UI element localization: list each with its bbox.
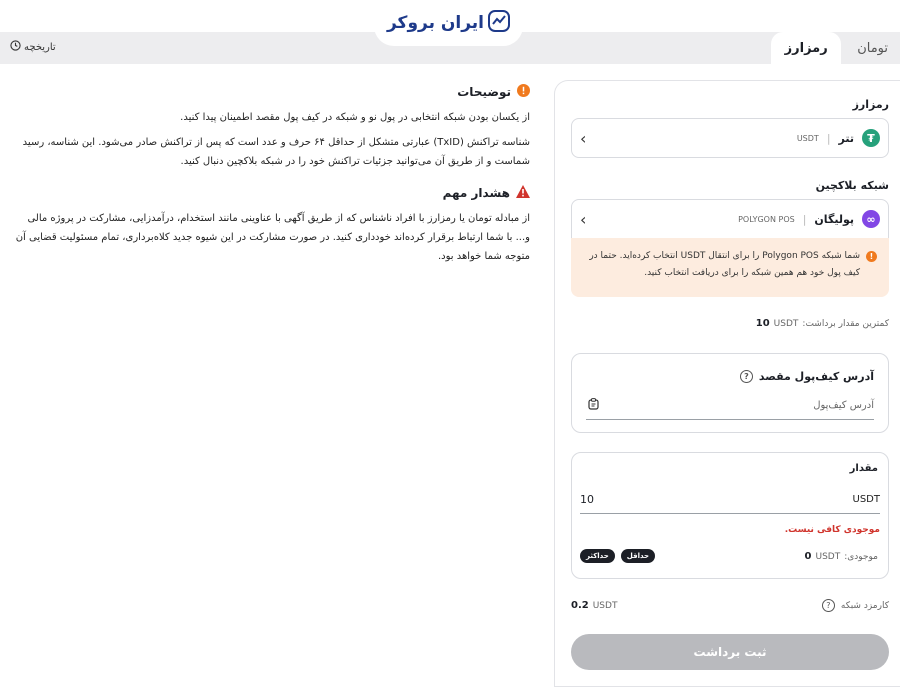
- withdraw-panel: [554, 80, 900, 687]
- warning-section: [10, 185, 530, 266]
- tab-crypto[interactable]: رمزارز: [771, 32, 841, 64]
- fee-value: 0.2: [571, 600, 589, 611]
- network-selected: [738, 210, 880, 228]
- warning-title: هشدار مهم: [442, 186, 510, 200]
- description-heading: [10, 84, 530, 100]
- address-heading: [740, 370, 874, 383]
- warning-heading: [10, 185, 530, 201]
- currency-code: USDT: [796, 133, 819, 143]
- balance: [805, 551, 878, 562]
- currency-name: تتر: [838, 131, 854, 145]
- top-bar: [0, 0, 900, 64]
- min-withdraw-label: کمترین مقدار برداشت:: [802, 319, 889, 329]
- tether-icon: ₮: [862, 129, 880, 147]
- info-section: [10, 84, 530, 278]
- warning-text: از مبادله تومان یا رمزارز با افراد ناشناس که از طریق آگهی با عناوینی مانند استخدام، درآمدزایی، مشارکت در پروژه مالی و... با شما ارتباط برقرار کرده‌اند خودداری کنید. در صورت مشارکت در این شیوه جدید کلاه‌برداری، تمام مسئولیت قضایی آن متوجه شما خواهد بود.: [15, 213, 530, 262]
- address-card: [571, 353, 889, 433]
- min-withdraw-value: 10: [755, 318, 770, 329]
- info-icon: [517, 84, 530, 100]
- tab-toman[interactable]: تومان: [857, 40, 888, 56]
- address-placeholder: آدرس کیف‌پول: [813, 400, 874, 411]
- clock-icon: [10, 40, 21, 54]
- fee-label: کارمزد شبکه: [840, 600, 889, 611]
- chevron-left-icon: ‹: [580, 128, 587, 148]
- history-label: تاریخچه: [24, 41, 56, 53]
- amount-error: موجودی کافی نیست.: [784, 525, 880, 535]
- paste-icon[interactable]: [588, 398, 599, 413]
- balance-row: [580, 549, 878, 563]
- network-warning-text: شما شبکه Polygon POS را برای انتقال USDT انتخاب کرده‌اید. حتما در کیف پول خود هم همین شبکه را برای دریافت انتخاب کنید.: [589, 251, 860, 278]
- separator: |: [802, 212, 807, 226]
- amount-value: 10: [580, 493, 594, 506]
- help-icon[interactable]: ?: [822, 599, 835, 612]
- network-code: POLYGON POS: [738, 214, 795, 224]
- min-button[interactable]: حداقل: [621, 549, 655, 563]
- tabs: [771, 32, 900, 64]
- description-text-1: از یکسان بودن شبکه انتخابی در پول نو و شبکه در کیف پول مقصد اطمینان پیدا کنید.: [180, 112, 530, 123]
- network-name: پولیگان: [814, 212, 854, 226]
- network-select[interactable]: [571, 199, 889, 239]
- min-withdraw-unit: USDT: [773, 319, 799, 329]
- submit-withdraw-button[interactable]: ثبت برداشت: [571, 634, 889, 670]
- amount-card: [571, 452, 889, 579]
- min-withdraw: [756, 318, 889, 329]
- network-warning: [571, 238, 889, 297]
- logo-chart-icon: [488, 10, 510, 36]
- balance-value: 0: [804, 550, 812, 562]
- fee-amount: [571, 600, 617, 611]
- currency-selected: [797, 129, 880, 147]
- logo[interactable]: [374, 0, 523, 46]
- address-input[interactable]: [586, 392, 874, 420]
- amount-unit: USDT: [852, 494, 880, 505]
- fee-row: [571, 599, 889, 612]
- history-button[interactable]: [10, 40, 56, 54]
- balance-unit: USDT: [815, 551, 841, 562]
- alert-icon: !: [866, 251, 877, 262]
- fee-unit: USDT: [592, 601, 618, 611]
- max-button[interactable]: حداکثر: [580, 549, 615, 563]
- polygon-icon: ∞: [862, 210, 880, 228]
- balance-label: موجودی:: [844, 551, 878, 562]
- separator: |: [826, 131, 831, 145]
- network-label: شبکه بلاکچین: [815, 179, 889, 192]
- amount-shortcuts: [580, 549, 655, 563]
- amount-input[interactable]: [580, 486, 880, 514]
- warning-triangle-icon: [516, 185, 530, 201]
- currency-label: رمزارز: [852, 98, 889, 111]
- chevron-left-icon: ‹: [580, 209, 587, 229]
- fee-label-group: [822, 599, 889, 612]
- amount-label: مقدار: [849, 463, 878, 474]
- help-icon[interactable]: ?: [740, 370, 753, 383]
- description-section: [10, 84, 530, 171]
- description-text-2: شناسه تراکنش (TxID) عبارتی متشکل از حداقل ۶۴ حرف و عدد است که پس از تراکنش صادر می‌شود. این شناسه، رسید شماست و از طریق آن می‌توانید جزئیات تراکنش خود را در شبکه بلاکچین دنبال کنید.: [22, 137, 530, 167]
- currency-select[interactable]: [571, 118, 889, 158]
- logo-text: ایران بروکر: [386, 13, 485, 33]
- description-title: توضیحات: [457, 85, 511, 99]
- address-title: آدرس کیف‌پول مقصد: [758, 370, 874, 383]
